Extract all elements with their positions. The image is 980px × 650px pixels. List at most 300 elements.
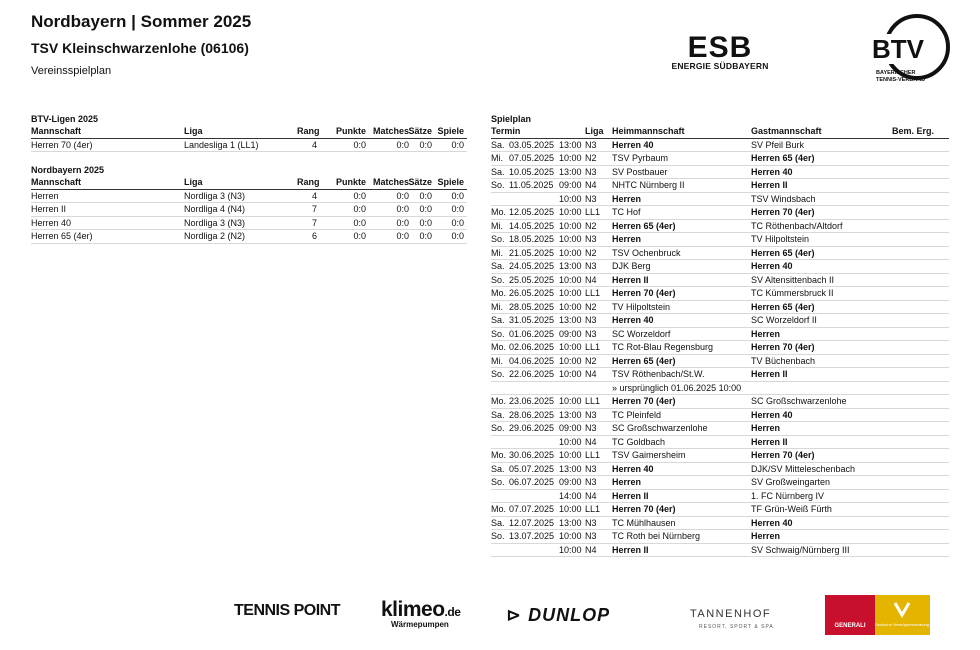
cell-time: 10:00 — [559, 369, 582, 379]
cell-liga: Nordliga 2 (N2) — [184, 231, 246, 241]
cell-liga: N3 — [585, 328, 597, 339]
schedule-row — [491, 314, 949, 328]
cell-day: Sa. — [491, 315, 505, 325]
standings-block — [31, 113, 467, 244]
cell-guest-team: Herren 40 — [751, 409, 793, 420]
table-row — [31, 190, 467, 204]
header-rang: Rang — [297, 177, 320, 187]
cell-day: Sa. — [491, 166, 505, 177]
cell-liga: N3 — [585, 531, 597, 541]
cell-liga: N3 — [585, 463, 597, 474]
cell-guest-team: SV Schwaig/Nürnberg III — [751, 544, 850, 555]
schedule-row — [491, 152, 949, 166]
cell-day: So. — [491, 423, 505, 433]
cell-home-team: Herren II — [612, 490, 649, 501]
cell-date: 06.07.2025 — [509, 477, 555, 487]
cell-home-team: TSV Pyrbaum — [612, 153, 669, 163]
cell-home-team: TSV Gaimersheim — [612, 450, 686, 460]
cell-guest-team: Herren — [751, 423, 781, 433]
cell-date: 29.06.2025 — [509, 423, 555, 433]
cell-time: 13:00 — [559, 517, 582, 528]
document-type: Vereinsspielplan — [31, 65, 112, 77]
cell-day: So. — [491, 369, 505, 379]
dunlop-name: DUNLOP — [528, 605, 611, 625]
cell-home-team: TC Pleinfeld — [612, 409, 662, 420]
cell-liga: N2 — [585, 247, 597, 258]
cell-time: 10:00 — [559, 220, 582, 231]
cell-date: 03.05.2025 — [509, 139, 555, 150]
cell-time: 13:00 — [559, 139, 582, 150]
cell-team: Herren — [31, 190, 59, 201]
cell-guest-team: TF Grün-Weiß Fürth — [751, 504, 832, 514]
cell-date: 23.06.2025 — [509, 396, 555, 406]
sponsor-bar — [0, 590, 980, 640]
header-guest: Gastmannschaft — [751, 126, 822, 136]
nordbayern-header — [31, 176, 467, 190]
schedule-row — [491, 328, 949, 342]
cell-home-team: TV Hilpoltstein — [612, 301, 671, 312]
cell-day: Mo. — [491, 396, 507, 406]
cell-date: 07.05.2025 — [509, 153, 555, 163]
cell-time: 09:00 — [559, 328, 582, 339]
header-matches: Matches — [372, 126, 409, 136]
cell-home-team: TC Roth bei Nürnberg — [612, 531, 701, 541]
cell-spiele: 0:0 — [451, 190, 464, 201]
cell-home-team: Herren 40 — [612, 139, 654, 150]
cell-liga: N3 — [585, 166, 597, 177]
header-liga: Liga — [184, 126, 203, 136]
cell-time: 10:00 — [559, 544, 582, 555]
header-rang: Rang — [297, 126, 320, 136]
cell-home-team: Herren II — [612, 544, 649, 555]
header-team: Mannschaft — [31, 177, 82, 187]
cell-liga: N2 — [585, 153, 597, 163]
cell-guest-team: SV Altensittenbach II — [751, 274, 835, 285]
cell-home-team: Herren 70 (4er) — [612, 288, 676, 298]
schedule-row — [491, 260, 949, 274]
klimeo-tld: .de — [444, 605, 461, 619]
generali-block — [825, 595, 875, 635]
schedule-block — [491, 113, 949, 557]
schedule-row — [491, 193, 949, 207]
btv-ligen-rows — [31, 139, 467, 153]
cell-liga: N3 — [585, 477, 597, 487]
header-termin: Termin — [491, 126, 521, 136]
cell-home-team: TC Mühlhausen — [612, 517, 676, 528]
cell-guest-team: Herren 65 (4er) — [751, 153, 815, 163]
schedule-row — [491, 179, 949, 193]
esb-logo — [670, 34, 770, 71]
cell-home-team: TC Hof — [612, 207, 641, 217]
schedule-row — [491, 274, 949, 288]
cell-home-team: Herren 65 (4er) — [612, 220, 676, 231]
spielplan-header — [491, 125, 949, 139]
tannenhof-logo: TANNENHOF — [690, 608, 772, 620]
cell-liga: N3 — [585, 315, 597, 325]
cell-home-team: Herren 40 — [612, 315, 654, 325]
cell-date: 10.05.2025 — [509, 166, 555, 177]
cell-liga: Nordliga 3 (N3) — [184, 217, 246, 228]
cell-team: Herren II — [31, 204, 67, 214]
cell-punkte: 0:0 — [353, 217, 366, 228]
cell-matches: 0:0 — [396, 217, 409, 228]
schedule-row — [491, 139, 949, 153]
cell-liga: N4 — [585, 436, 597, 447]
generali-name: GENERALI — [834, 623, 866, 629]
generali-dvag-logo — [825, 595, 930, 635]
esb-letters: ESB — [687, 34, 753, 60]
cell-date: 05.07.2025 — [509, 463, 555, 474]
cell-guest-team: TC Röthenbach/Altdorf — [751, 220, 843, 231]
cell-guest-team: Herren II — [751, 436, 788, 447]
header-team: Mannschaft — [31, 126, 82, 136]
page-title: Nordbayern | Sommer 2025 — [31, 12, 252, 31]
cell-guest-team: SC Worzeldorf II — [751, 315, 817, 325]
cell-day: Mi. — [491, 247, 503, 258]
cell-punkte: 0:0 — [353, 231, 366, 241]
cell-date: 30.06.2025 — [509, 450, 555, 460]
cell-home-team: Herren — [612, 234, 642, 244]
cell-date: 28.05.2025 — [509, 301, 555, 312]
cell-day: Mo. — [491, 342, 507, 352]
cell-liga: N2 — [585, 220, 597, 231]
klimeo-logo — [381, 598, 460, 622]
cell-time: 13:00 — [559, 315, 582, 325]
cell-home-team: TC Goldbach — [612, 436, 666, 447]
cell-time: 10:00 — [559, 274, 582, 285]
header-punkte: Punkte — [335, 126, 366, 136]
cell-liga: N3 — [585, 423, 597, 433]
cell-rang: 7 — [311, 217, 317, 228]
cell-punkte: 0:0 — [353, 139, 366, 150]
cell-home-team: Herren 70 (4er) — [612, 504, 676, 514]
cell-guest-team: DJK/SV Mitteleschenbach — [751, 463, 856, 474]
cell-guest-team: TSV Windsbach — [751, 193, 816, 204]
cell-guest-team: Herren 40 — [751, 261, 793, 271]
schedule-row — [491, 463, 949, 477]
cell-home-team: TSV Röthenbach/St.W. — [612, 369, 705, 379]
cell-guest-team: TC Kümmersbruck II — [751, 288, 834, 298]
club-name: TSV Kleinschwarzenlohe (06106) — [31, 40, 249, 56]
cell-rang: 7 — [311, 204, 317, 214]
cell-liga: N2 — [585, 301, 597, 312]
cell-guest-team: SV Pfeil Burk — [751, 139, 805, 150]
cell-day: Sa. — [491, 261, 505, 271]
cell-time: 10:00 — [559, 288, 582, 298]
cell-day: So. — [491, 180, 505, 190]
cell-team: Herren 70 (4er) — [31, 139, 93, 150]
cell-date: 12.05.2025 — [509, 207, 555, 217]
schedule-row — [491, 341, 949, 355]
cell-home-team: NHTC Nürnberg II — [612, 180, 685, 190]
cell-liga: LL1 — [585, 207, 601, 217]
nordbayern-rows — [31, 190, 467, 244]
cell-time: 09:00 — [559, 180, 582, 190]
cell-date: 01.06.2025 — [509, 328, 555, 339]
cell-saetze: 0:0 — [419, 190, 432, 201]
schedule-row — [491, 247, 949, 261]
cell-home-team: TC Rot-Blau Regensburg — [612, 342, 714, 352]
cell-saetze: 0:0 — [419, 204, 432, 214]
header-punkte: Punkte — [335, 177, 366, 187]
cell-time: 13:00 — [559, 409, 582, 420]
cell-time: 13:00 — [559, 261, 582, 271]
cell-time: 10:00 — [559, 355, 582, 366]
cell-matches: 0:0 — [396, 204, 409, 214]
schedule-row — [491, 301, 949, 315]
cell-date: 25.05.2025 — [509, 274, 555, 285]
cell-punkte: 0:0 — [353, 190, 366, 201]
cell-day: So. — [491, 328, 505, 339]
schedule-row — [491, 355, 949, 369]
btv-letters: BTV — [872, 34, 924, 64]
spielplan-rows — [491, 139, 949, 558]
table-row — [31, 230, 467, 244]
cell-date: 31.05.2025 — [509, 315, 555, 325]
header-matches: Matches — [372, 177, 409, 187]
cell-day: Sa. — [491, 517, 505, 528]
cell-day: So. — [491, 234, 505, 244]
cell-spiele: 0:0 — [451, 217, 464, 228]
cell-liga: N3 — [585, 261, 597, 271]
cell-home-team: Herren 40 — [612, 463, 654, 474]
schedule-row — [491, 287, 949, 301]
schedule-row — [491, 530, 949, 544]
cell-time: 10:00 — [559, 247, 582, 258]
tennispoint-logo: TENNIS POINT — [234, 602, 341, 619]
cell-day: Sa. — [491, 139, 505, 150]
cell-day: Mi. — [491, 301, 503, 312]
cell-guest-team: Herren — [751, 328, 781, 339]
cell-day: So. — [491, 477, 505, 487]
cell-liga: N2 — [585, 355, 597, 366]
cell-spiele: 0:0 — [451, 139, 464, 150]
cell-home-team: SC Großschwarzenlohe — [612, 423, 708, 433]
cell-home-team: DJK Berg — [612, 261, 651, 271]
cell-punkte: 0:0 — [353, 204, 366, 214]
cell-time: 10:00 — [559, 342, 582, 352]
cell-time: 09:00 — [559, 423, 582, 433]
cell-liga: LL1 — [585, 396, 601, 406]
cell-time: 10:00 — [559, 436, 582, 447]
header-home: Heimmannschaft — [612, 126, 685, 136]
cell-liga: N3 — [585, 193, 597, 204]
btv-sub1: BAYERISCHER — [876, 70, 916, 76]
schedule-row — [491, 220, 949, 234]
header-bem: Bem. Erg. — [892, 126, 935, 136]
cell-time: 10:00 — [559, 450, 582, 460]
schedule-row — [491, 382, 949, 396]
cell-time: 10:00 — [559, 504, 582, 514]
nordbayern-title: Nordbayern 2025 — [31, 165, 105, 175]
cell-liga: N4 — [585, 490, 597, 501]
klimeo-subtitle: Wärmepumpen — [391, 620, 449, 629]
cell-matches: 0:0 — [396, 190, 409, 201]
cell-home-team: Herren 70 (4er) — [612, 396, 676, 406]
klimeo-name: klimeo — [381, 598, 445, 621]
schedule-row — [491, 233, 949, 247]
cell-guest-team: Herren — [751, 531, 781, 541]
cell-guest-team: TV Hilpoltstein — [751, 234, 810, 244]
cell-date: 02.06.2025 — [509, 342, 555, 352]
schedule-row — [491, 422, 949, 436]
cell-guest-team: Herren 70 (4er) — [751, 342, 815, 352]
cell-guest-team: Herren 70 (4er) — [751, 450, 815, 460]
cell-time: 10:00 — [559, 301, 582, 312]
schedule-row — [491, 544, 949, 558]
schedule-row — [491, 368, 949, 382]
table-row — [31, 203, 467, 217]
schedule-row — [491, 166, 949, 180]
cell-liga: LL1 — [585, 450, 601, 460]
header-spiele: Spiele — [437, 177, 464, 187]
cell-saetze: 0:0 — [419, 217, 432, 228]
cell-guest-team: TV Büchenbach — [751, 355, 816, 366]
cell-home-team: Herren — [612, 193, 642, 204]
schedule-row — [491, 490, 949, 504]
cell-liga: N3 — [585, 517, 597, 528]
cell-day: Mi. — [491, 355, 503, 366]
schedule-row — [491, 449, 949, 463]
header-spiele: Spiele — [437, 126, 464, 136]
cell-matches: 0:0 — [396, 231, 409, 241]
cell-liga: LL1 — [585, 288, 601, 298]
cell-home-team: Herren 65 (4er) — [612, 355, 676, 366]
schedule-row — [491, 206, 949, 220]
spielplan-title: Spielplan — [491, 114, 532, 124]
btv-ligen-title: BTV-Ligen 2025 — [31, 114, 99, 124]
table-row — [31, 217, 467, 231]
header-liga: Liga — [585, 126, 604, 136]
cell-team: Herren 40 — [31, 217, 72, 228]
cell-guest-team: Herren II — [751, 369, 788, 379]
tannenhof-subtitle: RESORT, SPORT & SPA — [699, 624, 774, 630]
schedule-row — [491, 503, 949, 517]
cell-home-team: Herren — [612, 477, 642, 487]
cell-guest-team: Herren 65 (4er) — [751, 247, 815, 258]
cell-date: 12.07.2025 — [509, 517, 555, 528]
cell-time: 10:00 — [559, 234, 582, 244]
cell-saetze: 0:0 — [419, 139, 432, 150]
cell-time: 10:00 — [559, 207, 582, 217]
btv-logo — [870, 14, 955, 86]
cell-date: 24.05.2025 — [509, 261, 555, 271]
cell-liga: LL1 — [585, 504, 601, 514]
btv-ligen-header — [31, 125, 467, 139]
reschedule-note: » ursprünglich 01.06.2025 10:00 — [612, 382, 742, 393]
cell-day: Mi. — [491, 153, 503, 163]
cell-liga: LL1 — [585, 342, 601, 352]
cell-home-team: Herren II — [612, 274, 649, 285]
dvag-name: Deutsche Vermögensberatung — [874, 622, 930, 627]
cell-liga: N4 — [585, 274, 597, 285]
header-saetze: Sätze — [408, 126, 432, 136]
cell-guest-team: SV Großweingarten — [751, 477, 831, 487]
cell-time: 13:00 — [559, 463, 582, 474]
cell-liga: Nordliga 4 (N4) — [184, 204, 246, 214]
schedule-row — [491, 395, 949, 409]
cell-liga: N3 — [585, 139, 597, 150]
cell-saetze: 0:0 — [419, 231, 432, 241]
cell-home-team: TSV Ochenbruck — [612, 247, 681, 258]
cell-guest-team: Herren 40 — [751, 517, 793, 528]
cell-home-team: SC Worzeldorf — [612, 328, 671, 339]
cell-date: 13.07.2025 — [509, 531, 555, 541]
cell-liga: N4 — [585, 544, 597, 555]
header-saetze: Sätze — [408, 177, 432, 187]
cell-rang: 4 — [311, 190, 317, 201]
cell-date: 28.06.2025 — [509, 409, 555, 420]
cell-day: Mo. — [491, 288, 507, 298]
cell-date: 18.05.2025 — [509, 234, 555, 244]
cell-day: Mo. — [491, 207, 507, 217]
cell-team: Herren 65 (4er) — [31, 231, 93, 241]
cell-matches: 0:0 — [396, 139, 409, 150]
cell-time: 10:00 — [559, 193, 582, 204]
cell-rang: 6 — [311, 231, 317, 241]
cell-guest-team: Herren 65 (4er) — [751, 301, 815, 312]
cell-day: Mi. — [491, 220, 503, 231]
cell-time: 10:00 — [559, 153, 582, 163]
cell-day: So. — [491, 531, 505, 541]
cell-day: So. — [491, 274, 505, 285]
cell-time: 09:00 — [559, 477, 582, 487]
cell-liga: N4 — [585, 180, 597, 190]
esb-subtitle: ENERGIE SÜDBAYERN — [671, 61, 769, 71]
cell-guest-team: Herren 40 — [751, 166, 793, 177]
schedule-row — [491, 476, 949, 490]
cell-date: 22.06.2025 — [509, 369, 555, 379]
cell-spiele: 0:0 — [451, 204, 464, 214]
cell-liga: Landesliga 1 (LL1) — [184, 139, 259, 150]
cell-liga: Nordliga 3 (N3) — [184, 190, 246, 201]
cell-day: Mo. — [491, 450, 507, 460]
cell-liga: N3 — [585, 409, 597, 420]
cell-day: Mo. — [491, 504, 507, 514]
table-row — [31, 139, 467, 153]
schedule-row — [491, 409, 949, 423]
cell-guest-team: 1. FC Nürnberg IV — [751, 490, 825, 501]
cell-liga: N4 — [585, 369, 597, 379]
cell-date: 26.05.2025 — [509, 288, 555, 298]
cell-time: 13:00 — [559, 166, 582, 177]
schedule-row — [491, 436, 949, 450]
header-liga: Liga — [184, 177, 203, 187]
cell-date: 11.05.2025 — [509, 180, 554, 190]
cell-time: 10:00 — [559, 531, 582, 541]
cell-liga: N3 — [585, 234, 597, 244]
cell-spiele: 0:0 — [451, 231, 464, 241]
dunlop-icon: ⊳ — [506, 605, 529, 625]
cell-home-team: SV Postbauer — [612, 166, 668, 177]
cell-day: Sa. — [491, 463, 505, 474]
dunlop-logo — [506, 605, 610, 626]
cell-guest-team: SC Großschwarzenlohe — [751, 396, 847, 406]
schedule-row — [491, 517, 949, 531]
cell-guest-team: Herren II — [751, 180, 788, 190]
cell-guest-team: Herren 70 (4er) — [751, 207, 815, 217]
cell-day: Sa. — [491, 409, 505, 420]
esb-logo-mark — [670, 34, 770, 60]
cell-date: 04.06.2025 — [509, 355, 555, 366]
cell-date: 07.07.2025 — [509, 504, 555, 514]
cell-time: 10:00 — [559, 396, 582, 406]
cell-date: 21.05.2025 — [509, 247, 555, 258]
cell-rang: 4 — [311, 139, 317, 150]
btv-sub2: TENNIS-VERBAND — [876, 77, 926, 83]
cell-time: 14:00 — [559, 490, 582, 501]
cell-date: 14.05.2025 — [509, 220, 555, 231]
